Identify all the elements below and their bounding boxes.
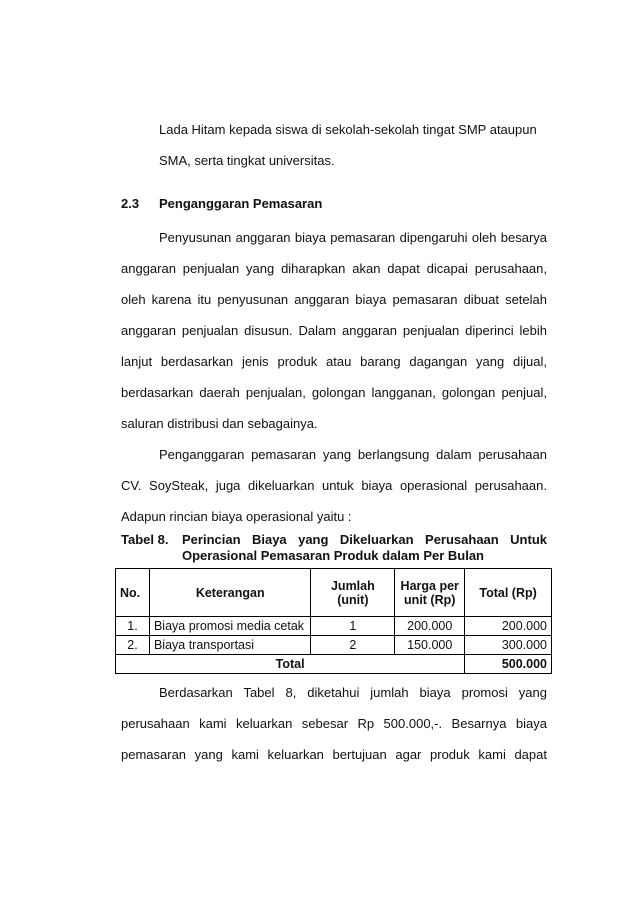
- paragraph3-line-1: Berdasarkan Tabel 8, diketahui jumlah biaya promosi yang: [159, 685, 547, 700]
- header-jumlah: Jumlah (unit): [311, 569, 395, 617]
- paragraph3-line-3: pemasaran yang kami keluarkan bertujuan agar produk kami dapat: [121, 747, 547, 762]
- paragraph1-line-1: Penyusunan anggaran biaya pemasaran dipengaruhi oleh besarya: [159, 230, 547, 245]
- paragraph2-line-3: Adapun rincian biaya operasional yaitu :: [121, 509, 352, 524]
- cell-no: 1.: [116, 617, 150, 636]
- paragraph1-line-7: saluran distribusi dan sebagainya.: [121, 416, 318, 431]
- paragraph1-line-6: berdasarkan daerah penjualan, golongan langganan, golongan penjual,: [121, 385, 547, 400]
- cell-harga: 200.000: [395, 617, 465, 636]
- table-total-row: [116, 655, 552, 674]
- cost-table: [115, 568, 552, 674]
- paragraph1-line-5: lanjut berdasarkan jenis produk atau barang dagangan yang dijual,: [121, 354, 547, 369]
- cell-jumlah: 2: [311, 636, 395, 655]
- cell-no: 2.: [116, 636, 150, 655]
- paragraph1-line-3: oleh karena itu penyusunan anggaran biaya pemasaran dibuat setelah: [121, 292, 547, 307]
- total-label: Total: [116, 655, 465, 674]
- cell-keterangan: Biaya promosi media cetak: [149, 617, 311, 636]
- table-header-row: [116, 569, 552, 617]
- intro-line-1: Lada Hitam kepada siswa di sekolah-sekolah tingat SMP ataupun: [159, 122, 537, 137]
- paragraph2-line-1: Penganggaran pemasaran yang berlangsung dalam perusahaan: [159, 447, 547, 462]
- section-title: Penganggaran Pemasaran: [159, 196, 323, 211]
- paragraph2-line-2: CV. SoySteak, juga dikeluarkan untuk biaya operasional perusahaan.: [121, 478, 547, 493]
- header-no: No.: [116, 569, 150, 617]
- paragraph3-line-2: perusahaan kami keluarkan sebesar Rp 500.000,-. Besarnya biaya: [121, 716, 547, 731]
- table-row: [116, 636, 552, 655]
- table-caption-line-2: Operasional Pemasaran Produk dalam Per Bulan: [182, 548, 485, 563]
- header-harga: Harga per unit (Rp): [395, 569, 465, 617]
- paragraph1-line-2: anggaran penjualan yang diharapkan akan dapat dicapai perusahaan,: [121, 261, 547, 276]
- table-caption-line-1: Perincian Biaya yang Dikeluarkan Perusahaan Untuk: [182, 532, 547, 547]
- cell-keterangan: Biaya transportasi: [149, 636, 311, 655]
- header-total: Total (Rp): [465, 569, 552, 617]
- cell-total: 300.000: [465, 636, 552, 655]
- total-value: 500.000: [465, 655, 552, 674]
- table-row: [116, 617, 552, 636]
- cell-harga: 150.000: [395, 636, 465, 655]
- intro-line-2: SMA, serta tingkat universitas.: [159, 153, 335, 168]
- paragraph1-line-4: anggaran penjualan disusun. Dalam anggaran penjualan diperinci lebih: [121, 323, 547, 338]
- cell-total: 200.000: [465, 617, 552, 636]
- header-keterangan: Keterangan: [149, 569, 311, 617]
- section-number: 2.3: [121, 196, 140, 211]
- cell-jumlah: 1: [311, 617, 395, 636]
- table-caption-label: Tabel 8.: [121, 532, 169, 547]
